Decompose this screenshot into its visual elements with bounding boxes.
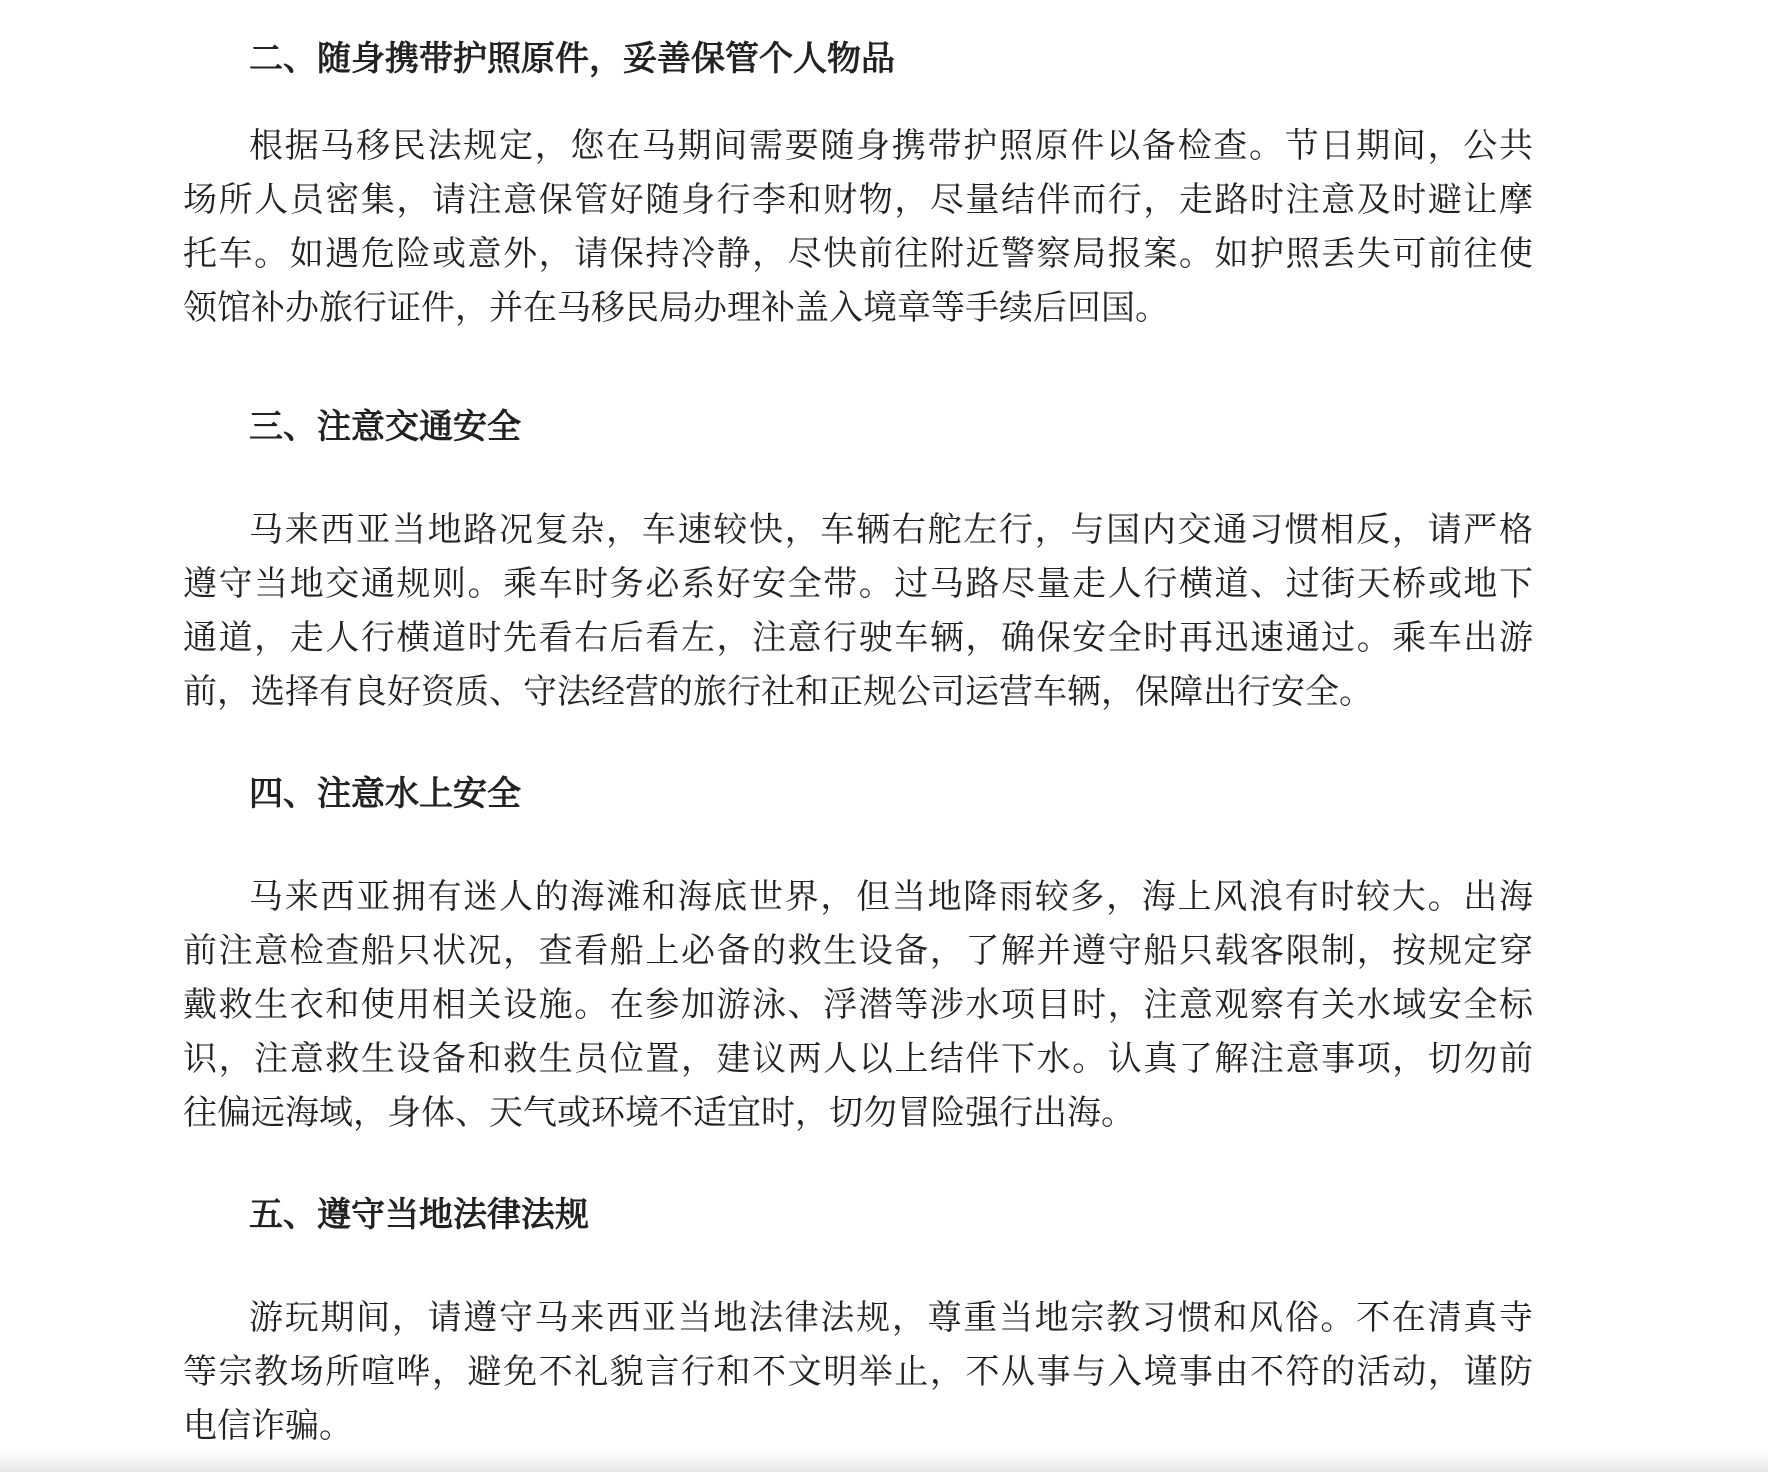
paragraph-line: 根据马移民法规定，您在马期间需要随身携带护照原件以备检查。节日期间，公共 xyxy=(249,126,1533,166)
paragraph-line: 往偏远海域，身体、天气或环境不适宜时，切勿冒险强行出海。 xyxy=(183,1093,1135,1133)
paragraph-line: 游玩期间，请遵守马来西亚当地法律法规，尊重当地宗教习惯和风俗。不在清真寺 xyxy=(249,1298,1533,1338)
paragraph-traffic xyxy=(183,503,1533,719)
paragraph-line: 马来西亚当地路况复杂，车速较快，车辆右舵左行，与国内交通习惯相反，请严格 xyxy=(249,510,1533,550)
paragraph-line: 场所人员密集，请注意保管好随身行李和财物，尽量结伴而行，走路时注意及时避让摩 xyxy=(183,180,1533,220)
paragraph-line: 通道，走人行横道时先看右后看左，注意行驶车辆，确保安全时再迅速通过。乘车出游 xyxy=(183,618,1533,658)
section-heading-water: 四、注意水上安全 xyxy=(249,774,521,814)
bottom-edge-shadow xyxy=(0,1450,1768,1472)
paragraph-water xyxy=(183,870,1533,1140)
section-heading-passport: 二、随身携带护照原件，妥善保管个人物品 xyxy=(249,39,895,79)
paragraph-law xyxy=(183,1291,1533,1453)
paragraph-line: 前，选择有良好资质、守法经营的旅行社和正规公司运营车辆，保障出行安全。 xyxy=(183,672,1373,712)
paragraph-line: 戴救生衣和使用相关设施。在参加游泳、浮潜等涉水项目时，注意观察有关水域安全标 xyxy=(183,985,1533,1025)
paragraph-line: 马来西亚拥有迷人的海滩和海底世界，但当地降雨较多，海上风浪有时较大。出海 xyxy=(249,877,1533,917)
section-heading-law: 五、遵守当地法律法规 xyxy=(249,1195,589,1235)
paragraph-line: 等宗教场所喧哗，避免不礼貌言行和不文明举止，不从事与入境事由不符的活动，谨防 xyxy=(183,1352,1533,1392)
section-heading-traffic: 三、注意交通安全 xyxy=(249,407,521,447)
paragraph-line: 前注意检查船只状况，查看船上必备的救生设备，了解并遵守船只载客限制，按规定穿 xyxy=(183,931,1533,971)
paragraph-line: 电信诈骗。 xyxy=(183,1406,353,1446)
paragraph-passport xyxy=(183,119,1533,335)
paragraph-line: 遵守当地交通规则。乘车时务必系好安全带。过马路尽量走人行横道、过街天桥或地下 xyxy=(183,564,1533,604)
paragraph-line: 识，注意救生设备和救生员位置，建议两人以上结伴下水。认真了解注意事项，切勿前 xyxy=(183,1039,1533,1079)
paragraph-line: 托车。如遇危险或意外，请保持冷静，尽快前往附近警察局报案。如护照丢失可前往使 xyxy=(183,234,1533,274)
paragraph-line: 领馆补办旅行证件，并在马移民局办理补盖入境章等手续后回国。 xyxy=(183,288,1169,328)
